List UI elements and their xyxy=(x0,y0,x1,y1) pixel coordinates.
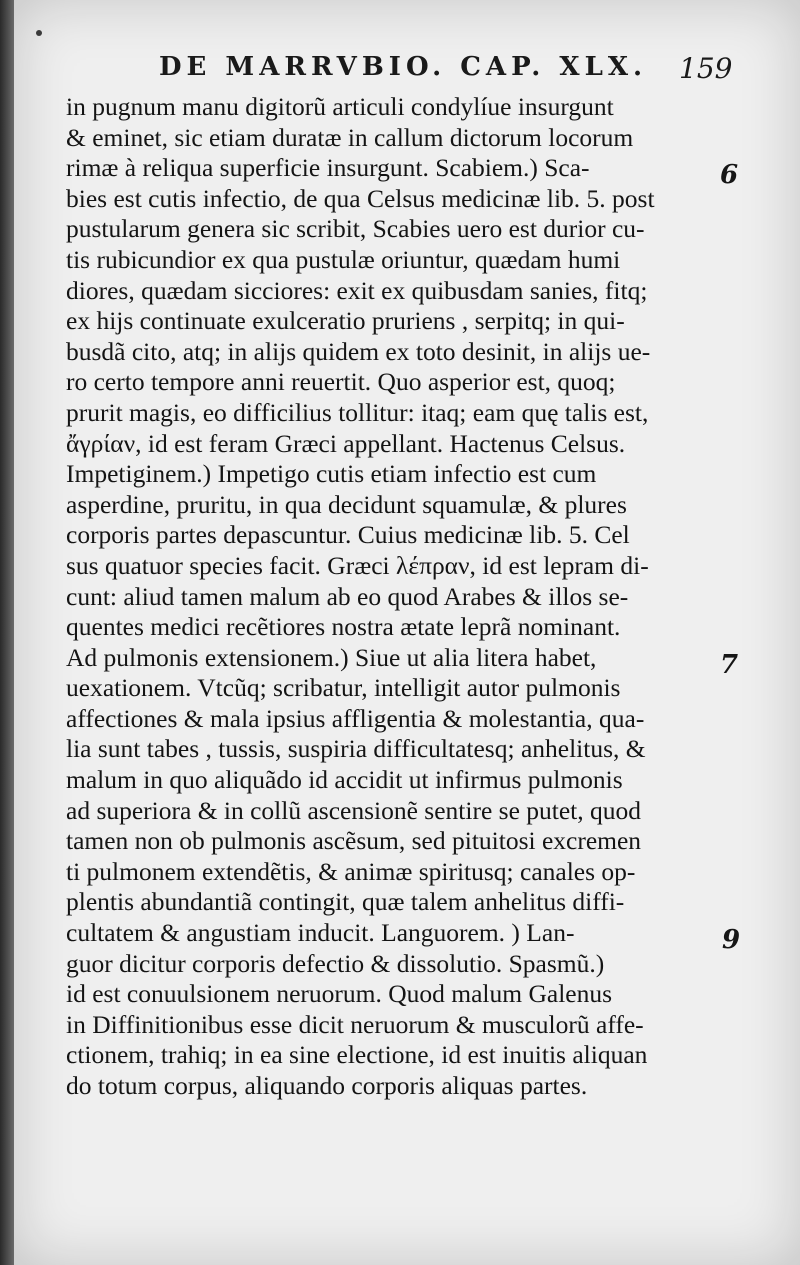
body-text xyxy=(66,92,726,1102)
text-line: in pugnum manu digitorũ articuli condylíue insurgunt xyxy=(66,92,614,121)
text-line: in Diffinitionibus esse dicit neruorum & musculorũ affe- xyxy=(66,1009,644,1039)
text-line: pustularum genera sic scribit, Scabies uero est durior cu- xyxy=(66,214,645,244)
text-line: affectiones & mala ipsius affligentia & molestantia, qua- xyxy=(66,703,645,733)
text-line: id est conuulsionem neruorum. Quod malum Galenus xyxy=(66,979,613,1009)
text-line: rimæ à reliqua superficie insurgunt. Scabiem.) Sca- xyxy=(66,153,590,183)
text-line: malum in quo aliquãdo id accidit ut infirmus pulmonis xyxy=(66,765,623,795)
text-line: quentes medici recẽtiores nostra ætate leprã nominant. xyxy=(66,612,621,642)
text-line: Impetiginem.) Impetigo cutis etiam infectio est cum xyxy=(66,459,597,489)
text-line: Ad pulmonis extensionem.) Siue ut alia litera habet, xyxy=(66,642,597,672)
text-line: tis rubicundior ex qua pustulæ oriuntur, quædam humi xyxy=(66,244,621,274)
text-line: guor dicitur corporis defectio & dissolutio. Spasmũ.) xyxy=(66,948,605,978)
text-line: ad superiora & in collũ ascensionẽ sentire se putet, quod xyxy=(66,795,642,825)
text-line: plentis abundantiã contingit, quæ talem anhelitus diffi- xyxy=(66,887,625,917)
marginal-number: 7 xyxy=(720,650,739,680)
text-line: & eminet, sic etiam duratæ in callum dictorum locorum xyxy=(66,122,634,152)
text-line: do totum corpus, aliquando corporis aliquas partes. xyxy=(66,1071,588,1100)
text-line: bies est cutis infectio, de qua Celsus medicinæ lib. 5. post xyxy=(66,183,655,213)
text-line: cultatem & angustiam inducit. Languorem. ) Lan- xyxy=(66,918,575,948)
marginal-number: 6 xyxy=(720,160,739,190)
text-line: ti pulmonem extendẽtis, & animæ spiritusq; canales op- xyxy=(66,856,636,886)
ink-speck xyxy=(36,30,42,36)
text-line: prurit magis, eo difficilius tollitur: itaq; eam quę talis est, xyxy=(66,397,649,427)
running-title: DE MARRVBIO. CAP. XLX. xyxy=(159,52,648,82)
text-line: uexationem. Vtcũq; scribatur, intelligit autor pulmonis xyxy=(66,673,621,703)
text-line: asperdine, pruritu, in qua decidunt squamulæ, & plures xyxy=(66,489,627,519)
text-line: diores, quædam sicciores: exit ex quibusdam sanies, fitq; xyxy=(66,275,648,305)
text-line: sus quatuor species facit. Græci λέπραν, id est lepram di- xyxy=(66,550,649,580)
text-line: ro certo tempore anni reuertit. Quo asperior est, quoq; xyxy=(66,367,616,397)
text-line: corporis partes depascuntur. Cuius medicinæ lib. 5. Cel xyxy=(66,520,630,550)
book-page xyxy=(14,0,800,1265)
text-line: tamen non ob pulmonis ascẽsum, sed pituitosi excremen xyxy=(66,826,642,856)
marginal-number: 9 xyxy=(722,925,741,955)
text-line: ex hijs continuate exulceratio pruriens , serpitq; in qui- xyxy=(66,306,625,336)
text-line: ἄγρίαν, id est feram Græci appellant. Hactenus Celsus. xyxy=(66,428,626,458)
text-line: ctionem, trahiq; in ea sine electione, id est inuitis aliquan xyxy=(66,1040,648,1070)
text-line: busdã cito, atq; in alijs quidem ex toto desinit, in alijs ue- xyxy=(66,336,651,366)
text-line: cunt: aliud tamen malum ab eo quod Arabes & illos se- xyxy=(66,581,629,611)
text-line: lia sunt tabes , tussis, suspiria difficultatesq; anhelitus, & xyxy=(66,734,646,764)
page-binding-edge xyxy=(0,0,14,1265)
page-number: 159 xyxy=(679,52,733,85)
